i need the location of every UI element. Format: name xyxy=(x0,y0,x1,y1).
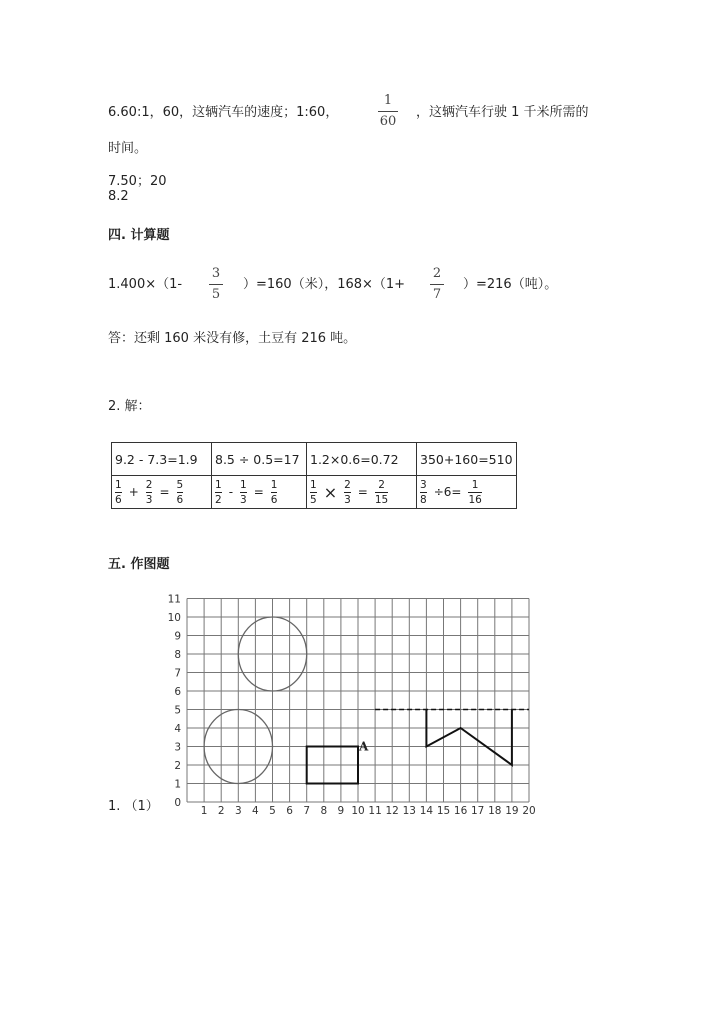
numerator: 1 xyxy=(270,478,278,491)
fraction-bar xyxy=(209,284,223,285)
answer-text: 答：还剩 160 米没有修，土豆有 216 吨。 xyxy=(108,331,357,346)
calc1-suffix: ）=216（吨）。 xyxy=(463,277,558,292)
fraction xyxy=(146,479,153,506)
operator: + xyxy=(128,485,139,499)
table-cell xyxy=(417,476,517,509)
fraction xyxy=(310,479,317,506)
numerator: 1 xyxy=(115,478,122,491)
calc1-fraction2 xyxy=(430,266,444,303)
fraction xyxy=(420,479,427,506)
denominator: 6 xyxy=(176,493,184,506)
numerator: 1 xyxy=(240,478,247,491)
table-cell: 1.2×0.6=0.72 xyxy=(307,443,417,476)
polyline-shape xyxy=(426,710,512,766)
y-tick-label: 5 xyxy=(174,704,181,717)
numerator: 3 xyxy=(420,478,427,491)
denominator: 6 xyxy=(270,493,278,506)
denominator: 3 xyxy=(240,493,247,506)
denominator: 3 xyxy=(145,493,153,506)
x-tick-label: 2 xyxy=(217,805,225,817)
q6-part1: 6.60:1，60，这辆汽车的速度；1:60， xyxy=(108,105,339,120)
x-tick-label: 18 xyxy=(488,805,502,817)
x-tick-label: 15 xyxy=(436,805,451,817)
fraction xyxy=(344,479,351,506)
fraction xyxy=(115,479,122,506)
denominator: 2 xyxy=(215,493,222,506)
x-tick-label: 5 xyxy=(269,805,276,817)
x-tick-label: 14 xyxy=(419,805,434,817)
equals-sign: = xyxy=(357,485,368,499)
x-tick-label: 9 xyxy=(337,805,345,817)
calc1-frac1-den: 5 xyxy=(211,287,221,302)
calc1-frac2-num: 2 xyxy=(432,266,442,281)
y-tick-label: 6 xyxy=(174,686,181,698)
shapes xyxy=(204,617,529,784)
drawing-label: 1. （1） xyxy=(108,799,159,814)
y-tick-label: 4 xyxy=(174,723,181,735)
x-tick-label: 17 xyxy=(471,805,485,817)
fraction xyxy=(240,479,247,506)
y-tick-label: 9 xyxy=(174,630,181,643)
y-tick-label: 1 xyxy=(174,778,181,791)
table-cell: 8.5 ÷ 0.5=17 xyxy=(212,443,307,476)
numerator: 2 xyxy=(145,478,153,491)
x-tick-label: 10 xyxy=(351,805,365,817)
y-tick-label: 8 xyxy=(174,649,181,661)
x-tick-label: 16 xyxy=(453,805,468,817)
fraction xyxy=(375,479,388,506)
y-tick-label: 10 xyxy=(167,612,181,624)
fraction xyxy=(177,479,184,506)
y-tick-label: 7 xyxy=(174,667,181,680)
q8-answer: 8.2 xyxy=(108,189,129,204)
table-cell: 350+160=510 xyxy=(417,443,517,476)
operator: ÷6= xyxy=(433,485,462,499)
table-row xyxy=(112,476,517,509)
section5-title: 五. 作图题 xyxy=(108,557,170,572)
calc1-mid: ）=160（米），168×（1+ xyxy=(243,277,406,292)
fraction-bar xyxy=(378,111,398,112)
x-tick-label: 7 xyxy=(303,805,311,817)
x-tick-label: 8 xyxy=(320,805,328,817)
x-tick-label: 19 xyxy=(505,805,519,817)
denominator: 8 xyxy=(420,493,427,506)
numerator: 5 xyxy=(176,478,184,491)
table-row xyxy=(112,443,517,476)
denominator: 16 xyxy=(468,493,482,506)
point-a-label: A xyxy=(359,739,369,754)
x-tick-label: 1 xyxy=(200,805,208,817)
x-tick-label: 4 xyxy=(252,805,259,817)
calc1-frac1-num: 3 xyxy=(211,266,221,281)
denominator: 6 xyxy=(115,493,122,506)
fraction xyxy=(468,479,481,506)
y-tick-label: 11 xyxy=(167,593,181,606)
coordinate-grid xyxy=(150,585,550,825)
x-tick-label: 6 xyxy=(286,805,293,817)
operator: - xyxy=(228,485,234,499)
calc1-frac2-den: 7 xyxy=(432,287,442,302)
denominator: 15 xyxy=(374,493,389,506)
numerator: 1 xyxy=(310,478,317,491)
equals-sign: = xyxy=(159,485,170,499)
q6-part2: ，这辆汽车行驶 1 千米所需的 xyxy=(416,105,589,120)
table-cell xyxy=(212,476,307,509)
y-tick-label: 0 xyxy=(174,797,181,809)
q6-line1 xyxy=(108,101,338,120)
y-tick-label: 2 xyxy=(174,760,181,772)
equals-sign: = xyxy=(253,485,264,499)
denominator: 3 xyxy=(344,493,351,506)
x-tick-label: 20 xyxy=(522,805,536,817)
q6-frac-num: 1 xyxy=(383,93,393,108)
x-tick-label: 13 xyxy=(402,805,416,817)
numerator: 2 xyxy=(378,478,385,491)
table-cell: 9.2 - 7.3=1.9 xyxy=(112,443,212,476)
calc1-prefix: 1.400×（1- xyxy=(108,277,183,292)
q6-frac-den: 60 xyxy=(379,114,397,129)
calc2-label: 2. 解： xyxy=(108,399,151,414)
section4-title: 四. 计算题 xyxy=(108,228,170,243)
operator: × xyxy=(323,482,338,502)
calc1-fraction1 xyxy=(209,266,223,303)
fraction xyxy=(271,479,278,506)
fraction xyxy=(215,479,222,506)
x-tick-label: 12 xyxy=(385,805,399,817)
q7-answer: 7.50；20 xyxy=(108,174,167,189)
q6-line2: 时间。 xyxy=(108,141,148,156)
q6-fraction xyxy=(378,93,398,130)
x-tick-label: 11 xyxy=(368,805,382,817)
y-tick-label: 3 xyxy=(174,741,181,754)
numerator: 2 xyxy=(344,478,351,491)
numerator: 1 xyxy=(471,478,479,491)
table-cell xyxy=(307,476,417,509)
x-tick-label: 3 xyxy=(234,805,242,817)
denominator: 5 xyxy=(310,493,317,506)
numerator: 1 xyxy=(215,478,222,491)
calc-table xyxy=(111,442,517,509)
fraction-bar xyxy=(430,284,444,285)
table-cell xyxy=(112,476,212,509)
